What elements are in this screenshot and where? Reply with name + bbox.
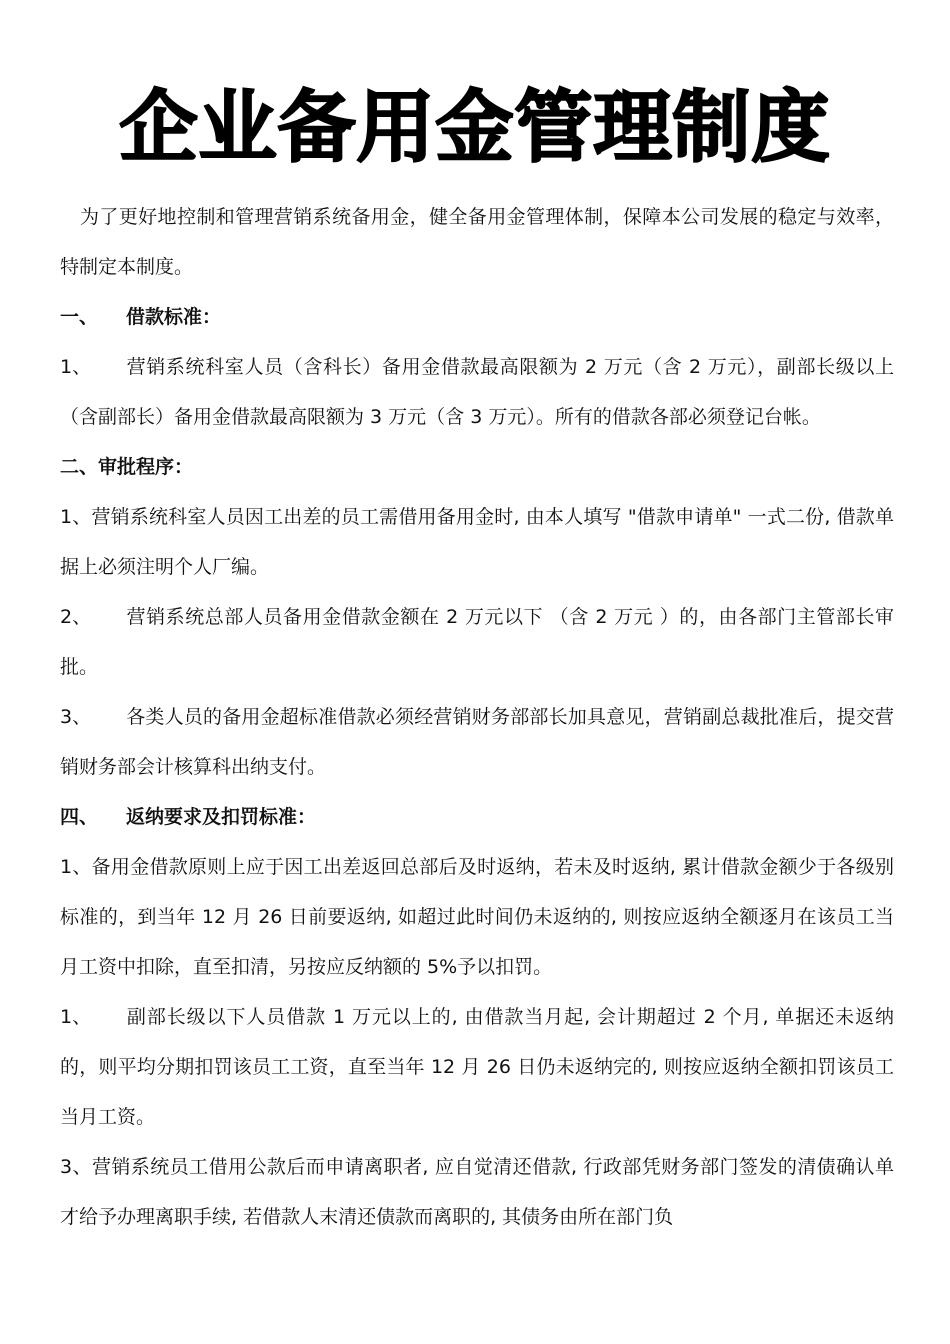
item-number: 3、 xyxy=(60,1156,92,1178)
list-item xyxy=(60,992,894,1142)
item-text: 营销系统总部人员备用金借款金额在 2 万元以下 （含 2 万元 ）的，由各部门主管部长审批。 xyxy=(60,606,894,678)
list-item xyxy=(60,342,894,442)
list-item xyxy=(60,842,894,992)
section-number: 二、 xyxy=(60,456,99,478)
list-item xyxy=(60,492,894,592)
section-title: 返纳要求及扣罚标准： xyxy=(126,806,317,828)
section-number: 一、 xyxy=(60,306,99,328)
section-title: 审批程序： xyxy=(98,456,194,478)
list-item xyxy=(60,692,894,792)
list-item xyxy=(60,592,894,692)
section-heading xyxy=(60,442,894,492)
document-body xyxy=(60,192,894,1242)
intro-paragraph: 为了更好地控制和管理营销系统备用金，健全备用金管理体制，保障本公司发展的稳定与效率，特制定本制度。 xyxy=(60,206,894,278)
item-number: 2、 xyxy=(60,606,92,628)
item-number: 1、 xyxy=(60,856,92,878)
item-text: 营销系统科室人员（含科长）备用金借款最高限额为 2 万元（含 2 万元），副部长级以上（含副部长）备用金借款最高限额为 3 万元（含 3 万元）。所有的借款各部必须登记台帐。 xyxy=(60,356,894,428)
section-heading xyxy=(60,792,894,842)
item-text: 营销系统科室人员因工出差的员工需借用备用金时, 由本人填写 "借款申请单" 一式二份, 借款单据上必须注明个人厂编。 xyxy=(60,506,894,578)
item-text: 各类人员的备用金超标准借款必须经营销财务部部长加具意见，营销副总裁批准后，提交营销财务部会计核算科出纳支付。 xyxy=(60,706,894,778)
item-text: 备用金借款原则上应于因工出差返回总部后及时返纳，若未及时返纳, 累计借款金额少于各级别标准的，到当年 12 月 26 日前要返纳, 如超过此时间仍未返纳的, 则按应返纳全额逐月在该员工当月工资中扣除，直至扣清，另按应反纳额的 5%予以扣罚。 xyxy=(60,856,894,978)
section-number: 四、 xyxy=(60,806,99,828)
item-number: 1、 xyxy=(60,1006,92,1028)
item-number: 1、 xyxy=(60,506,92,528)
item-number: 3、 xyxy=(60,706,92,728)
section-title: 借款标准： xyxy=(126,306,222,328)
list-item xyxy=(60,1142,894,1242)
item-text: 副部长级以下人员借款 1 万元以上的, 由借款当月起, 会计期超过 2 个月, 单据还未返纳的，则平均分期扣罚该员工工资，直至当年 12 月 26 日仍未返纳完的, 则按应返纳全额扣罚该员工当月工资。 xyxy=(60,1006,894,1128)
item-text: 营销系统员工借用公款后而申请离职者, 应自觉清还借款, 行政部凭财务部门签发的清债确认单才给予办理离职手续, 若借款人末清还债款而离职的, 其债务由所在部门负 xyxy=(60,1156,894,1228)
item-number: 1、 xyxy=(60,356,92,378)
document-title: 企业备用金管理制度 xyxy=(119,83,831,173)
section-heading xyxy=(60,292,894,342)
